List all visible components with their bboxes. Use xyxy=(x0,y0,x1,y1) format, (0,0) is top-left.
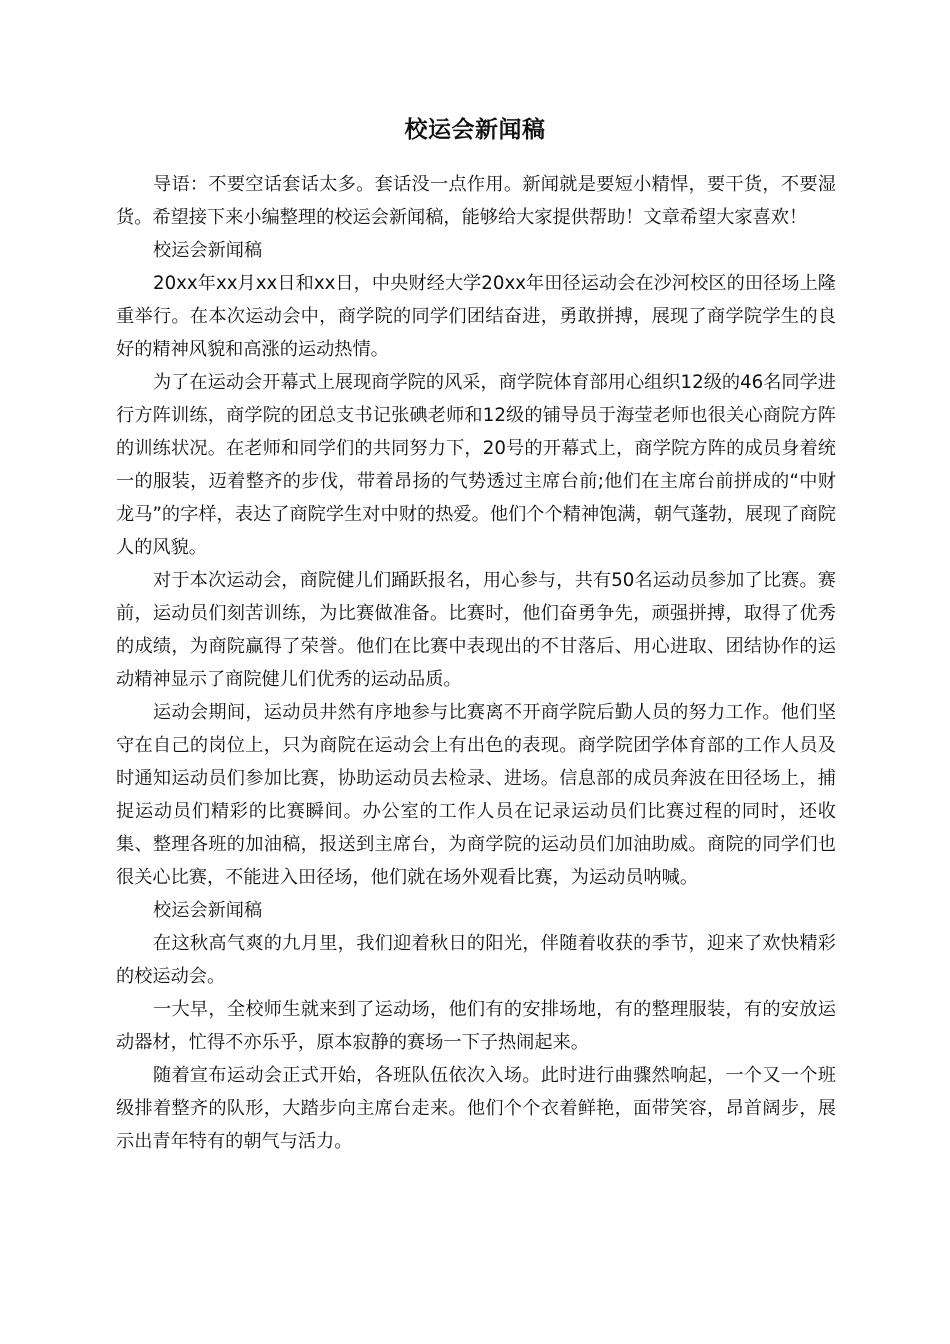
section-heading: 校运会新闻稿 xyxy=(153,900,263,921)
body-paragraph: 20xx年xx月xx日和xx日，中央财经大学20xx年田径运动会在沙河校区的田径场上隆重举行。在本次运动会中，商学院的同学们团结奋进，勇敢拼搏，展现了商学院学生的良好的精神风貌和高涨的运动热情。 xyxy=(116,273,836,360)
body-paragraph: 在这秋高气爽的九月里，我们迎着秋日的阳光，伴随着收获的季节，迎来了欢快精彩的校运动会。 xyxy=(116,933,836,987)
body-paragraph: 运动会期间，运动员井然有序地参与比赛离不开商学院后勤人员的努力工作。他们坚守在自己的岗位上，只为商院在运动会上有出色的表现。商学院团学体育部的工作人员及时通知运动员们参加比赛，协助运动员去检录、进场。信息部的成员奔波在田径场上，捕捉运动员们精彩的比赛瞬间。办公室的工作人员在记录运动员们比赛过程的同时，还收集、整理各班的加油稿，报送到主席台，为商学院的运动员们加油助威。商院的同学们也很关心比赛，不能进入田径场，他们就在场外观看比赛，为运动员呐喊。 xyxy=(116,702,836,888)
document-title: 校运会新闻稿 xyxy=(404,117,546,143)
intro-paragraph: 导语：不要空话套话太多。套话没一点作用。新闻就是要短小精悍，要干货，不要湿货。希望接下来小编整理的校运会新闻稿，能够给大家提供帮助！文章希望大家喜欢！ xyxy=(116,174,836,228)
document-body xyxy=(116,168,836,1158)
body-paragraph: 一大早，全校师生就来到了运动场，他们有的安排场地，有的整理服装，有的安放运动器材，忙得不亦乐乎，原本寂静的赛场一下子热闹起来。 xyxy=(116,999,836,1053)
section-heading: 校运会新闻稿 xyxy=(153,240,263,261)
body-paragraph: 对于本次运动会，商院健儿们踊跃报名，用心参与，共有50名运动员参加了比赛。赛前，运动员们刻苦训练，为比赛做准备。比赛时，他们奋勇争先，顽强拼搏，取得了优秀的成绩，为商院赢得了荣誉。他们在比赛中表现出的不甘落后、用心进取、团结协作的运动精神显示了商院健儿们优秀的运动品质。 xyxy=(116,570,836,690)
body-paragraph: 为了在运动会开幕式上展现商学院的风采，商学院体育部用心组织12级的46名同学进行方阵训练，商学院的团总支书记张碘老师和12级的铺导员于海莹老师也很关心商院方阵的训练状况。在老师和同学们的共同努力下，20号的开幕式上，商学院方阵的成员身着统一的服装，迈着整齐的步伐，带着昂扬的气势透过主席台前;他们在主席台前拼成的“中财龙马”的字样，表达了商院学生对中财的热爱。他们个个精神饱满，朝气蓬勃，展现了商院人的风貌。 xyxy=(116,372,836,558)
body-paragraph: 随着宣布运动会正式开始，各班队伍依次入场。此时进行曲骤然响起，一个又一个班级排着整齐的队形，大踏步向主席台走来。他们个个衣着鲜艳，面带笑容，昂首阔步，展示出青年特有的朝气与活力。 xyxy=(116,1065,836,1152)
